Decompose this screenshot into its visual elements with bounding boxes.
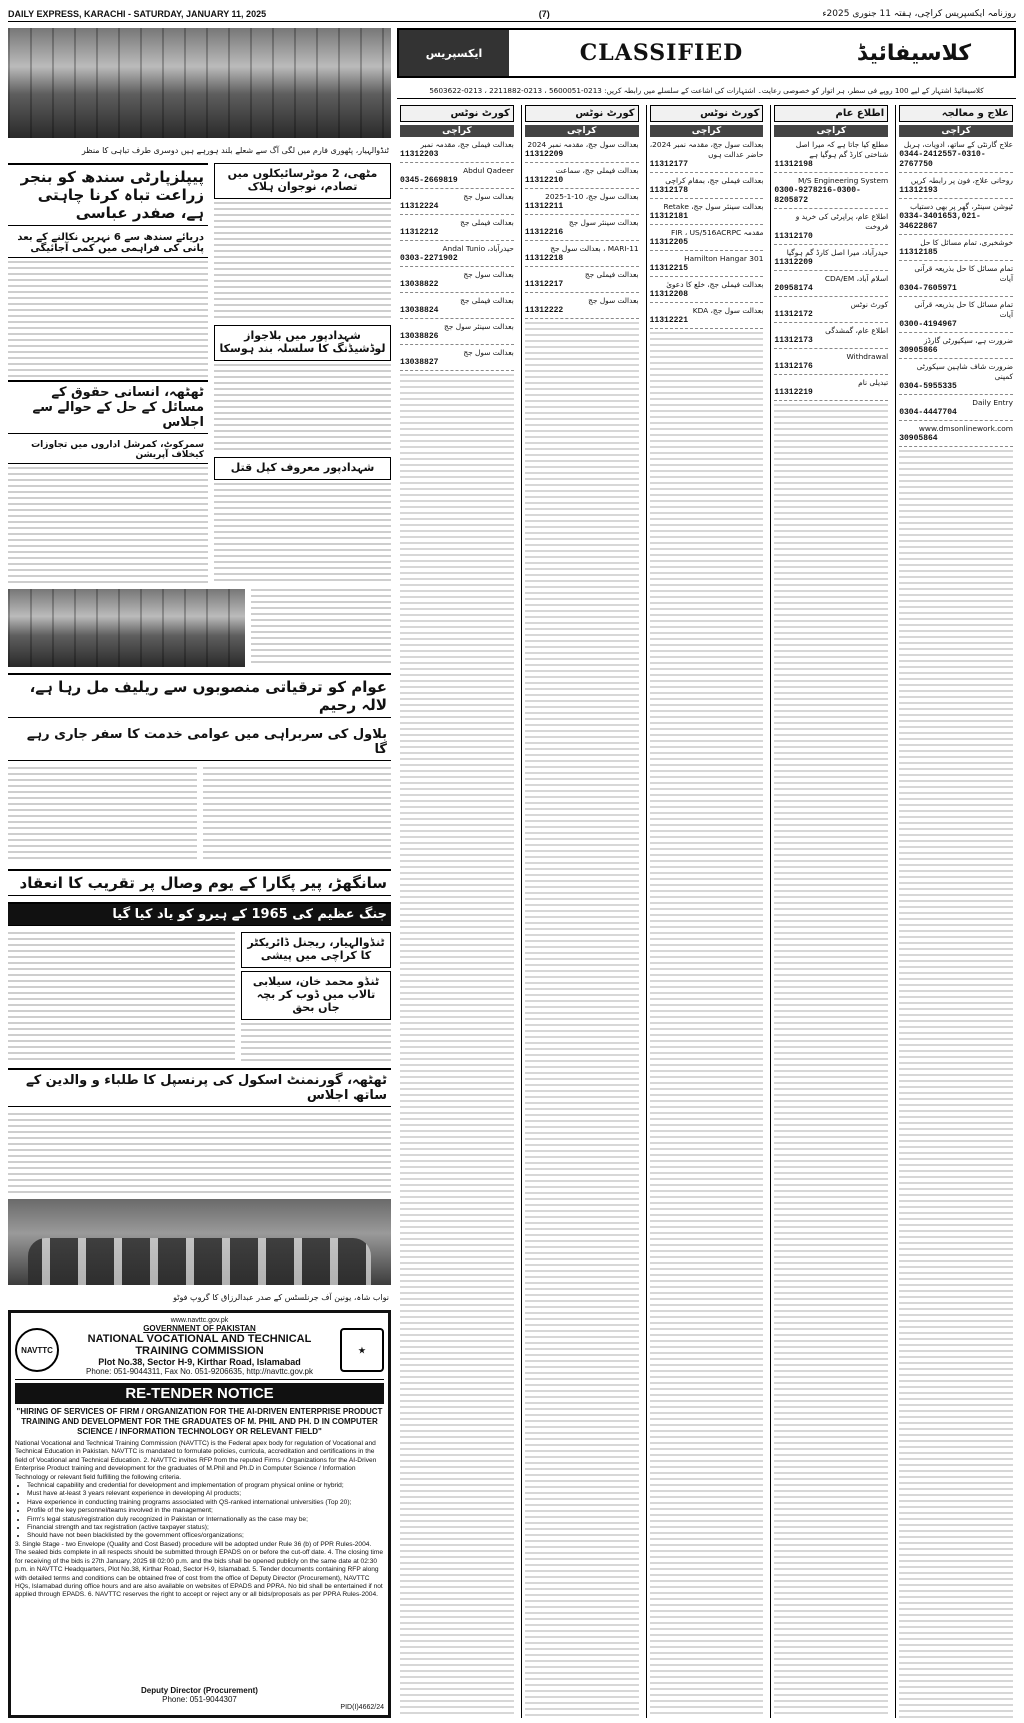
classified-column	[895, 105, 1016, 1718]
ad-text: بعدالت سینئر سول جج	[444, 322, 514, 331]
ad-phone: 0304-7605971	[899, 284, 957, 293]
classified-ad	[525, 270, 639, 293]
classified-banner	[397, 28, 1016, 78]
ad-text: بعدالت سول جج، 10-1-2025	[545, 192, 639, 201]
classified-ad	[525, 166, 639, 189]
tender-body	[15, 1440, 384, 1600]
classified-ad	[400, 296, 514, 319]
nawabshah-headline: شہدادپور معروف کپل قتل	[230, 461, 375, 474]
ad-code: 11312216	[524, 228, 564, 237]
page-number: (7)	[538, 8, 550, 19]
ad-code: 11312222	[524, 306, 564, 315]
motorcycle-headline: مٹھی، 2 موٹرسائیکلوں میں تصادم، نوجوان ہلاک	[227, 167, 378, 193]
classified-ad	[774, 248, 888, 271]
classified-ad	[525, 192, 639, 215]
classified-ad	[650, 202, 764, 225]
ad-code: 11312185	[899, 248, 938, 257]
classified-ad	[525, 140, 639, 163]
tender-phone: Phone: 051-9044311, Fax No. 051-9206635, http://navttc.gov.pk	[86, 1367, 313, 1376]
ad-text: Hamilton Hangar 301	[684, 254, 764, 263]
ad-text: کورٹ نوٹس	[850, 300, 889, 309]
tender-criterion: • Must have at-least 3 years relevant experience in developing AI products;	[27, 1490, 384, 1498]
ad-text: www.dmsonlinework.com	[918, 424, 1013, 433]
tender-organization: NATIONAL VOCATIONAL AND TECHNICAL TRAINING COMMISSION	[87, 1333, 312, 1357]
ppp-article	[8, 163, 208, 583]
classified-ad	[525, 218, 639, 241]
shahdadpur-headline: شہدادپور میں بلاجواز لوڈشیڈنگ کا سلسلہ بند ہوسکا	[219, 329, 386, 355]
ad-code: 11312203	[400, 150, 439, 159]
classified-column	[770, 105, 891, 1718]
human-rights-headline: ٹھٹھہ، انسانی حقوق کے مسائل کے حل کے حوالے سے اجلاس	[8, 380, 208, 434]
article-body	[8, 467, 208, 583]
tender-pid: PID(I)4662/24	[340, 1704, 384, 1711]
ad-text: اطلاع عام، گمشدگی	[825, 326, 889, 335]
classified-ad	[774, 140, 888, 173]
ad-text: بعدالت سینئر سول جج	[568, 218, 639, 227]
classified-ad	[650, 140, 764, 173]
ad-text: تمام مسائل کا حل بذریعہ قرآنی آیات	[914, 264, 1013, 283]
classified-ad	[899, 398, 1013, 421]
ad-phone: 0300-4194967	[899, 320, 957, 329]
column-heading: کورٹ نوٹس	[525, 105, 639, 122]
ad-code: 13038822	[400, 280, 439, 289]
ad-code: 13038827	[400, 358, 439, 367]
classified-ad	[774, 326, 888, 349]
ad-text: ضرورت شاف شاہین سیکورٹی کمپنی	[916, 362, 1013, 381]
masthead	[8, 6, 1016, 22]
ppp-subheadline: دریائے سندھ سے 6 نہریں نکالنے کے بعد پانی کی فراہمی میں کمی آجائیگی	[8, 229, 208, 258]
ad-text: بعدالت سول جج، KDA	[692, 306, 764, 315]
classified-column	[397, 105, 517, 1718]
ad-text: علاج گارنٹی کے ساتھ، ادویات، ہربل	[903, 140, 1013, 149]
article-body	[251, 589, 391, 667]
ad-text: M/S Engineering System	[798, 176, 889, 185]
classified-ad	[525, 296, 639, 319]
ad-code: 11312193	[899, 186, 938, 195]
ad-text: بعدالت فیملی جج	[460, 218, 514, 227]
ad-code: 30905864	[899, 434, 938, 443]
classified-column	[646, 105, 767, 1718]
tender-government: GOVERNMENT OF PAKISTAN	[143, 1324, 256, 1333]
shahdadpur-article	[214, 325, 391, 361]
ad-code: 11312215	[649, 264, 689, 273]
ad-code: 11312198	[774, 160, 813, 169]
tender-website[interactable]: www.navttc.gov.pk	[170, 1317, 229, 1324]
column-heading: علاج و معالجہ	[899, 105, 1013, 122]
ad-code: 30905866	[899, 346, 938, 355]
ad-text: تمام مسائل کا حل بذریعہ قرآنی آیات	[914, 300, 1013, 319]
motorcycle-article	[214, 163, 391, 199]
tender-criterion: • Financial strength and tax registration (active taxpayer status);	[27, 1524, 384, 1532]
classified-ad	[774, 300, 888, 323]
ad-code: 11312224	[400, 202, 439, 211]
classified-title-ur: کلاسیفائیڈ	[856, 40, 972, 66]
classified-ad	[774, 176, 888, 209]
ad-text: حیدرآباد، Andal Tunio	[442, 244, 514, 253]
classified-ad	[899, 300, 1013, 333]
classified-ad	[400, 140, 514, 163]
ad-text: بعدالت فیملی جج، بمقام کراچی	[665, 176, 764, 185]
ad-phone: 0304-4447704	[899, 408, 957, 417]
awam-headline: عوام کو ترقیاتی منصوبوں سے ریلیف مل رہا ہے، لالہ رحیم	[8, 673, 391, 718]
tender-title: "HIRING OF SERVICES OF FIRM / ORGANIZATION FOR THE AI-DRIVEN ENTERPRISE PRODUCT TRAINING AND DEVELOPMENT FOR THE GRADUATES OF M. PHIL AND PH. D IN COMPUTER SCIENCE / INFORMATION TECHNOLOGY OR RELEVANT FIELD"	[16, 1407, 383, 1436]
classified-ad	[650, 254, 764, 277]
ad-text: تبدیلی نام	[858, 378, 889, 387]
ad-code: 11312170	[774, 232, 813, 241]
ad-text: بعدالت فیملی جج، مقدمہ نمبر	[420, 140, 514, 149]
awam-subheadline: بلاول کی سربراہی میں عوامی خدمت کا سفر جاری رہے گا	[8, 724, 391, 761]
ad-text: بعدالت سول جج، مقدمہ نمبر 2024	[527, 140, 639, 149]
tender-address: Plot No.38, Sector H-9, Kirthar Road, Islamabad	[98, 1357, 301, 1367]
column-city: کراچی	[650, 125, 764, 137]
ad-code: 11312205	[649, 238, 689, 247]
navttc-seal-icon: NAVTTC	[15, 1328, 59, 1372]
tender-criterion: • Have experience in conducting training programs associated with QS-ranked international universities (Top 20);	[27, 1499, 384, 1507]
ad-text: بعدالت سول جج	[463, 192, 514, 201]
ad-code: 13038826	[400, 332, 439, 341]
tender-procedure: 3. Single Stage - two Envelope (Quality and Cost Based) procedure will be adopted under Rule 36 (b) of PPR Rules-2004. The sealed bids complete in all respects should be submitted through EPADS on or before the cut-off date. 4. The closing time for receiving of the bids is 27th January, 2025 till 02:00 p.m. and the bids shall be opened publicly on the same date at 02:30 p.m. in NAVTTC Headquarters, Plot No.38, Kirthar Road, Sector H-9, Islamabad. 5. Tender documents containing RFP along with detailed terms and conditions can be obtained free of cost from the office of Deputy Director (Procurement), NAVTTC HQs, Islamabad during office hours and are also available on websites of EPADS and PPRA. No bid shall be entertained if not applied through EPADS. 6. NAVTTC reserves the right to accept or reject any or all bids/proposals as per PPRA Rules-2004.	[15, 1540, 383, 1599]
classified-ad	[899, 202, 1013, 235]
ad-text: بعدالت فیملی جج	[584, 270, 639, 279]
classified-ad	[899, 238, 1013, 261]
fire-photo-caption: ٹنڈوالہیار، پٹھوری فارم میں لگی آگ سے شعلے بلند ہورہے ہیں دوسری طرف تباہی کا منظر	[81, 146, 389, 155]
water-box	[241, 971, 391, 1020]
human-rights-subheadline: سمرکوٹ، کمرشل اداروں میں تجاوزات کیخلاف آپریشن	[8, 437, 208, 464]
classified-ad	[650, 280, 764, 303]
classified-section	[397, 28, 1016, 1718]
rally-photo	[8, 589, 245, 667]
classified-ad	[525, 244, 639, 267]
classified-ad	[774, 274, 888, 297]
ad-text: MARI-11 ، بعدالت سول جج	[550, 244, 639, 253]
ad-code: 11312218	[524, 254, 564, 263]
nawabshah-article	[214, 457, 391, 480]
classified-ad	[899, 424, 1013, 447]
tender-criterion: • Firm's legal status/registration duly recognized in Pakistan or Internationally as the case may be;	[27, 1516, 384, 1524]
article-body	[8, 767, 197, 863]
ad-code: 11312178	[649, 186, 689, 195]
side-articles	[214, 163, 391, 583]
sanghar-subheadline: جنگ عظیم کی 1965 کے ہیرو کو یاد کیا گیا	[8, 902, 391, 926]
tender-criterion: • Should have not been blacklisted by the government offices/organizations;	[27, 1532, 384, 1540]
ad-text: مقدمہ FIR ، US/516ACRPC	[671, 228, 764, 237]
ppp-headline: پیپلزپارٹی سندھ کو بنجر زراعت تباہ کرنا چاہتی ہے، صفدر عباسی	[8, 163, 208, 226]
ad-text: حیدرآباد، میرا اصل کارڈ گم ہوگیا	[786, 248, 889, 257]
tender-criteria-list	[15, 1482, 384, 1541]
classified-grid	[397, 105, 1016, 1718]
ad-code: 11312209	[524, 150, 564, 159]
ad-phone: 0345-2669819	[400, 176, 458, 185]
ad-text: خوشخبری، تمام مسائل کا حل	[920, 238, 1013, 247]
classified-ad	[400, 322, 514, 345]
classified-ad	[400, 244, 514, 267]
article-body	[214, 364, 391, 454]
ad-code: 11312176	[774, 362, 813, 371]
classified-ad	[400, 218, 514, 241]
masthead-right: روزنامہ ایکسپریس کراچی، ہفتہ 11 جنوری 2025ء	[822, 8, 1016, 19]
classified-notice: کلاسیفائیڈ اشتہار کے لیے 100 روپے فی سطر، ہر اتوار کو خصوصی رعایت۔ اشتہارات کی اشاعت کے سلسلے میں رابطہ کریں: 0213-5600051 ، 0213-2211882 ، 0213-5603622	[397, 84, 1016, 99]
school-headline: ٹھٹھہ، گورنمنٹ اسکول کی پرنسپل کا طلباء و والدین کے ساتھ اجلاس	[8, 1068, 391, 1107]
ad-code: 20958174	[774, 284, 813, 293]
column-city: کراچی	[899, 125, 1013, 137]
ad-code: 11312210	[524, 176, 564, 185]
classified-ad	[650, 306, 764, 329]
tender-signer-phone: Phone: 051-9044307	[162, 1695, 237, 1704]
tender-criterion: • Profile of the key personnel/teams involved in the management;	[27, 1507, 384, 1515]
ad-phone: 0303-2271902	[400, 254, 458, 263]
ad-text: بعدالت سول جج	[463, 270, 514, 279]
express-logo: ایکسپریس	[399, 30, 509, 76]
article-body	[241, 1023, 391, 1062]
ad-text: روحانی علاج، فون پر رابطہ کریں	[910, 176, 1013, 185]
ad-text: بعدالت فیملی جج	[460, 296, 514, 305]
classified-ad	[650, 228, 764, 251]
water-article	[241, 932, 391, 1062]
classified-ad	[650, 176, 764, 199]
retender-banner: RE-TENDER NOTICE	[15, 1383, 384, 1404]
article-body	[8, 932, 235, 1062]
ad-text: بعدالت سینئر سول جج، Retake	[663, 202, 764, 211]
ad-text: ضرورت ہے، سیکیورٹی گارڈز	[923, 336, 1013, 345]
ad-code: 11312181	[649, 212, 689, 221]
ad-code: 11312211	[524, 202, 564, 211]
ads-filler	[400, 374, 514, 1718]
ad-text: Withdrawal	[846, 352, 889, 361]
ad-phone: 0304-5955335	[899, 382, 957, 391]
ad-text: ٹیوشن سینٹر، گھر پر بھی دستیاب	[910, 202, 1013, 211]
ad-code: 11312177	[649, 160, 689, 169]
classified-title-en: CLASSIFIED	[579, 40, 744, 66]
group-photo-caption: نواب شاہ، یونین آف جرنلسٹس کے صدر عبدالرزاق کا گروپ فوٹو	[173, 1293, 389, 1302]
column-city: کراچی	[525, 125, 639, 137]
ad-code: 11312173	[774, 336, 813, 345]
ad-text: بعدالت فیملی جج، خلع کا دعویٰ	[666, 280, 764, 289]
ad-code: 11312217	[524, 280, 564, 289]
classified-ad	[899, 140, 1013, 173]
tender-intro: National Vocational and Technical Training Commission (NAVTTC) is the Federal apex body for regulation of Vocational and Technical Education in Pakistan. NAVTTC is mandated to formulate policies, curricula, accreditation and certifications in the field of Vocational and Technical Education. 2. NAVTTC invites RFP from the reputed Firms / Organizations for the AI-Driven Enterprise Product training and development for the graduates of M.Phil and Ph.D in Computer Science / Information Technology or relevant field fulfilling the following criteria.	[15, 1440, 377, 1481]
article-body	[8, 261, 208, 377]
classified-ad	[400, 166, 514, 189]
fire-photo	[8, 28, 391, 138]
pakistan-emblem-icon: ★	[340, 1328, 384, 1372]
ad-phone: 0334-3401653,021-34622867	[899, 212, 981, 231]
group-photo	[8, 1199, 391, 1285]
ad-text: Daily Entry	[972, 398, 1013, 407]
ad-code: 11312209	[774, 258, 813, 267]
ad-text: بعدالت فیملی جج، سماعت	[555, 166, 639, 175]
tender-footer	[15, 1686, 384, 1711]
regional-article	[241, 932, 391, 968]
tender-criterion: • Technical capability and credential for development and implementation of program physical online or hybrid;	[27, 1482, 384, 1490]
column-heading: اطلاع عام	[774, 105, 888, 122]
column-heading: کورٹ نوٹس	[400, 105, 514, 122]
sanghar-headline: سانگھڑ، پیر پگارا کے یوم وصال پر تقریب کا انعقاد	[8, 869, 391, 896]
ad-phone: 0344-2412557-0310-2767750	[899, 150, 986, 169]
regional-headline: ٹنڈوالہیار، ریجنل ڈائریکٹر کا کراچی میں پیشی	[247, 936, 385, 962]
classified-ad	[774, 212, 888, 245]
ads-filler	[899, 450, 1013, 1718]
news-section	[8, 28, 391, 1718]
ad-text: Abdul Qadeer	[463, 166, 514, 175]
tender-notice	[8, 1310, 391, 1718]
ad-text: اسلام آباد، CDA/EM	[824, 274, 889, 283]
classified-ad	[400, 270, 514, 293]
classified-ad	[400, 348, 514, 371]
ad-code: 11312212	[400, 228, 439, 237]
article-body	[214, 202, 391, 322]
ad-phone: 0300-9278216-0300-8205872	[774, 186, 861, 205]
ad-code: 11312219	[774, 388, 813, 397]
column-city: کراچی	[400, 125, 514, 137]
classified-ad	[899, 264, 1013, 297]
ad-code: 11312208	[649, 290, 689, 299]
ads-filler	[774, 404, 888, 1718]
classified-column	[521, 105, 642, 1718]
ad-text: اطلاع عام، پراپرٹی کی خرید و فروخت	[795, 212, 889, 231]
column-city: کراچی	[774, 125, 888, 137]
tender-signer: Deputy Director (Procurement)	[141, 1686, 258, 1695]
article-body	[214, 483, 391, 583]
column-heading: کورٹ نوٹس	[650, 105, 764, 122]
classified-ad	[774, 378, 888, 401]
ad-text: مطلع کیا جاتا ہے کہ میرا اصل شناختی کارڈ گم ہوگیا ہے	[795, 140, 889, 159]
article-body	[203, 767, 392, 863]
water-headline: ٹنڈو محمد خان، سیلابی تالاب میں ڈوب کر بچہ جاں بحق	[252, 975, 380, 1014]
ad-code: 13038824	[400, 306, 439, 315]
classified-ad	[774, 352, 888, 375]
classified-ad	[899, 176, 1013, 199]
ad-text: بعدالت سول جج	[463, 348, 514, 357]
classified-ad	[899, 336, 1013, 359]
ad-code: 11312172	[774, 310, 813, 319]
ad-text: بعدالت سول جج	[588, 296, 639, 305]
classified-ad	[400, 192, 514, 215]
ad-text: بعدالت سول جج، مقدمہ نمبر 2024، حاضر عدالت ہوں	[649, 140, 764, 159]
ad-code: 11312221	[649, 316, 689, 325]
ads-filler	[525, 322, 639, 1718]
masthead-left: DAILY EXPRESS, KARACHI - SATURDAY, JANUARY 11, 2025	[8, 8, 267, 19]
classified-ad	[899, 362, 1013, 395]
ads-filler	[650, 332, 764, 1718]
article-body	[8, 1113, 391, 1193]
